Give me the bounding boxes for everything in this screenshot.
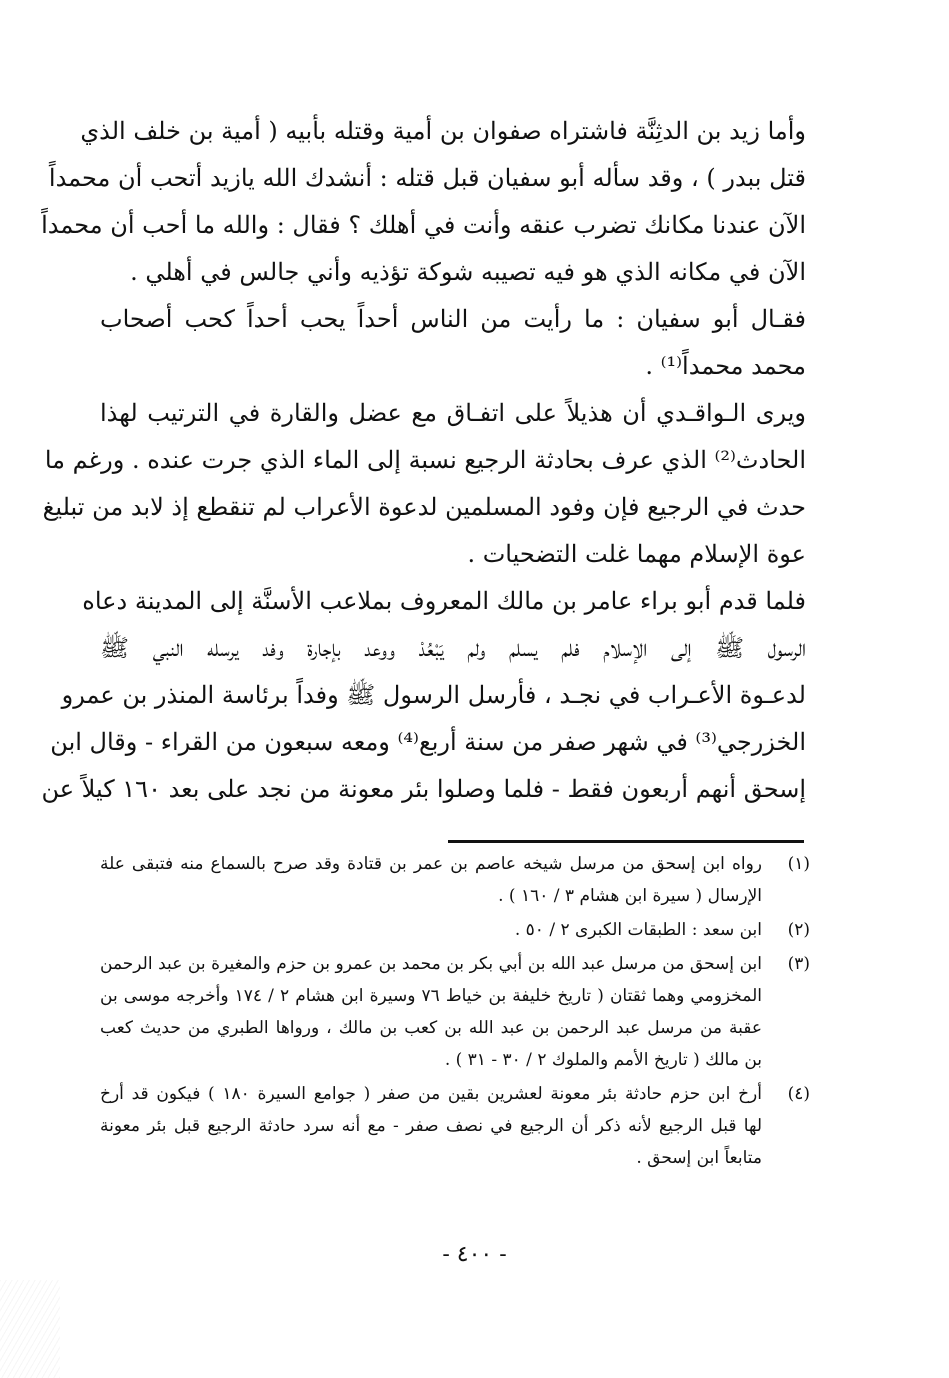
main-text xyxy=(41,108,806,813)
body-line: فلما قدم أبو براء عامر بن مالك المعروف بملاعب الأسنَّة إلى المدينة دعاه xyxy=(82,587,806,615)
body-line: قتل ببدر ) ، وقد سأله أبو سفيان قبل قتله : أنشدك الله يازيد أتحب أن محمداً xyxy=(48,164,806,192)
footnotes xyxy=(100,848,810,1176)
footnote-line: ابن إسحق من مرسل عبد الله بن أبي بكر بن محمد بن عمرو بن حزم والمغيرة بن عبد الرحمن xyxy=(100,954,762,974)
page-number: - ٤٠٠ - xyxy=(442,1242,507,1267)
body-line: الآن عندنا مكانك تضرب عنقه وأنت في أهلك ؟ فقال : والله ما أحب أن محمداً xyxy=(41,211,806,239)
body-line: الخزرجي⁽³⁾ في شهر صفر من سنة أربع⁽⁴⁾ ومعه سبعون من القراء - وقال ابن xyxy=(50,728,806,756)
scan-edge-noise xyxy=(0,1280,60,1378)
body-line: محمد محمداً⁽¹⁾ . xyxy=(645,352,806,380)
body-line: لدعـوة الأعـراب في نجـد ، فأرسل الرسول ﷺ وفداً برئاسة المنذر بن عمرو xyxy=(61,681,806,709)
body-line: إسحق أنهم أربعون فقط - فلما وصلوا بئر معونة من نجد على بعد ١٦٠ كيلاً عن xyxy=(41,775,806,803)
footnote-line: بن مالك ( تاريخ الأمم والملوك ٢ / ٣٠ - ٣١ ) . xyxy=(444,1050,762,1070)
footnote-3 xyxy=(100,948,810,1076)
footnote-number: (٣) xyxy=(787,954,810,974)
footnote-line: عقبة من مرسل عبد الرحمن بن عبد الله بن كعب بن مالك ، ورواها الطبري من حديث كعب xyxy=(100,1018,762,1038)
footnote-line: المخزومي وهما ثقتان ( تاريخ خليفة بن خياط ٧٦ وسيرة ابن هشام ٢ / ١٧٤ وأخرجه موسى بن xyxy=(100,986,762,1006)
footnote-4 xyxy=(100,1078,810,1174)
footnote-line: الإرسال ( سيرة ابن هشام ٣ / ١٦٠ ) . xyxy=(498,886,762,906)
footnote-number: (٢) xyxy=(787,920,810,940)
footnote-line: رواه ابن إسحق من مرسل شيخه عاصم بن عمر بن قتادة وقد صرح بالسماع منه فتبقى علة xyxy=(100,854,762,874)
footnote-line: متابعاً ابن إسحق . xyxy=(636,1148,762,1168)
body-line: فقـال أبو سفيان : ما رأيت من الناس أحداً يحب أحداً كحب أصحاب xyxy=(100,305,806,333)
footnote-line: أرخ ابن حزم حادثة بئر معونة لعشرين بقين من صفر ( جوامع السيرة ١٨٠ ) فيكون قد أرخ xyxy=(100,1084,762,1104)
body-line: وأما زيد بن الدثِنَّة فاشتراه صفوان بن أمية وقتله بأبيه ( أمية بن خلف الذي xyxy=(80,117,806,145)
body-line: الحادث⁽²⁾ الذي عرف بحادثة الرجيع نسبة إلى الماء الذي جرت عنده . ورغم ما xyxy=(44,446,806,474)
body-line: ويرى الـواقـدي أن هذيلاً على اتفـاق مع عضل والقارة في الترتيب لهذا xyxy=(100,399,806,427)
footnote-line: لها قبل الرجيع لأنه ذكر أن الرجيع في نصف صفر - مع أنه سرد حادثة الرجيع قبل بئر معونة xyxy=(100,1116,762,1136)
footnote-2 xyxy=(100,914,810,946)
footnote-number: (٤) xyxy=(787,1084,810,1104)
body-line: عوة الإسلام مهما غلت التضحيات . xyxy=(467,540,806,568)
body-line: الآن في مكانه الذي هو فيه تصيبه شوكة تؤذيه وأني جالس في أهلي . xyxy=(130,258,806,286)
body-line: الرسول ﷺ إلى الإسلام فلم يسلم ولم يَبْعُدْ ووعد بإجارة وفد يرسله النبي ﷺ xyxy=(100,634,806,662)
footnote-line: ابن سعد : الطبقات الكبرى ٢ / ٥٠ . xyxy=(514,920,762,940)
footnote-1 xyxy=(100,848,810,912)
footnote-separator xyxy=(448,840,804,843)
body-line: حدث في الرجيع فإن وفود المسلمين لدعوة الأعراب لم تنقطع إذ لابد من تبليغ xyxy=(42,493,806,521)
footnote-number: (١) xyxy=(787,854,810,874)
